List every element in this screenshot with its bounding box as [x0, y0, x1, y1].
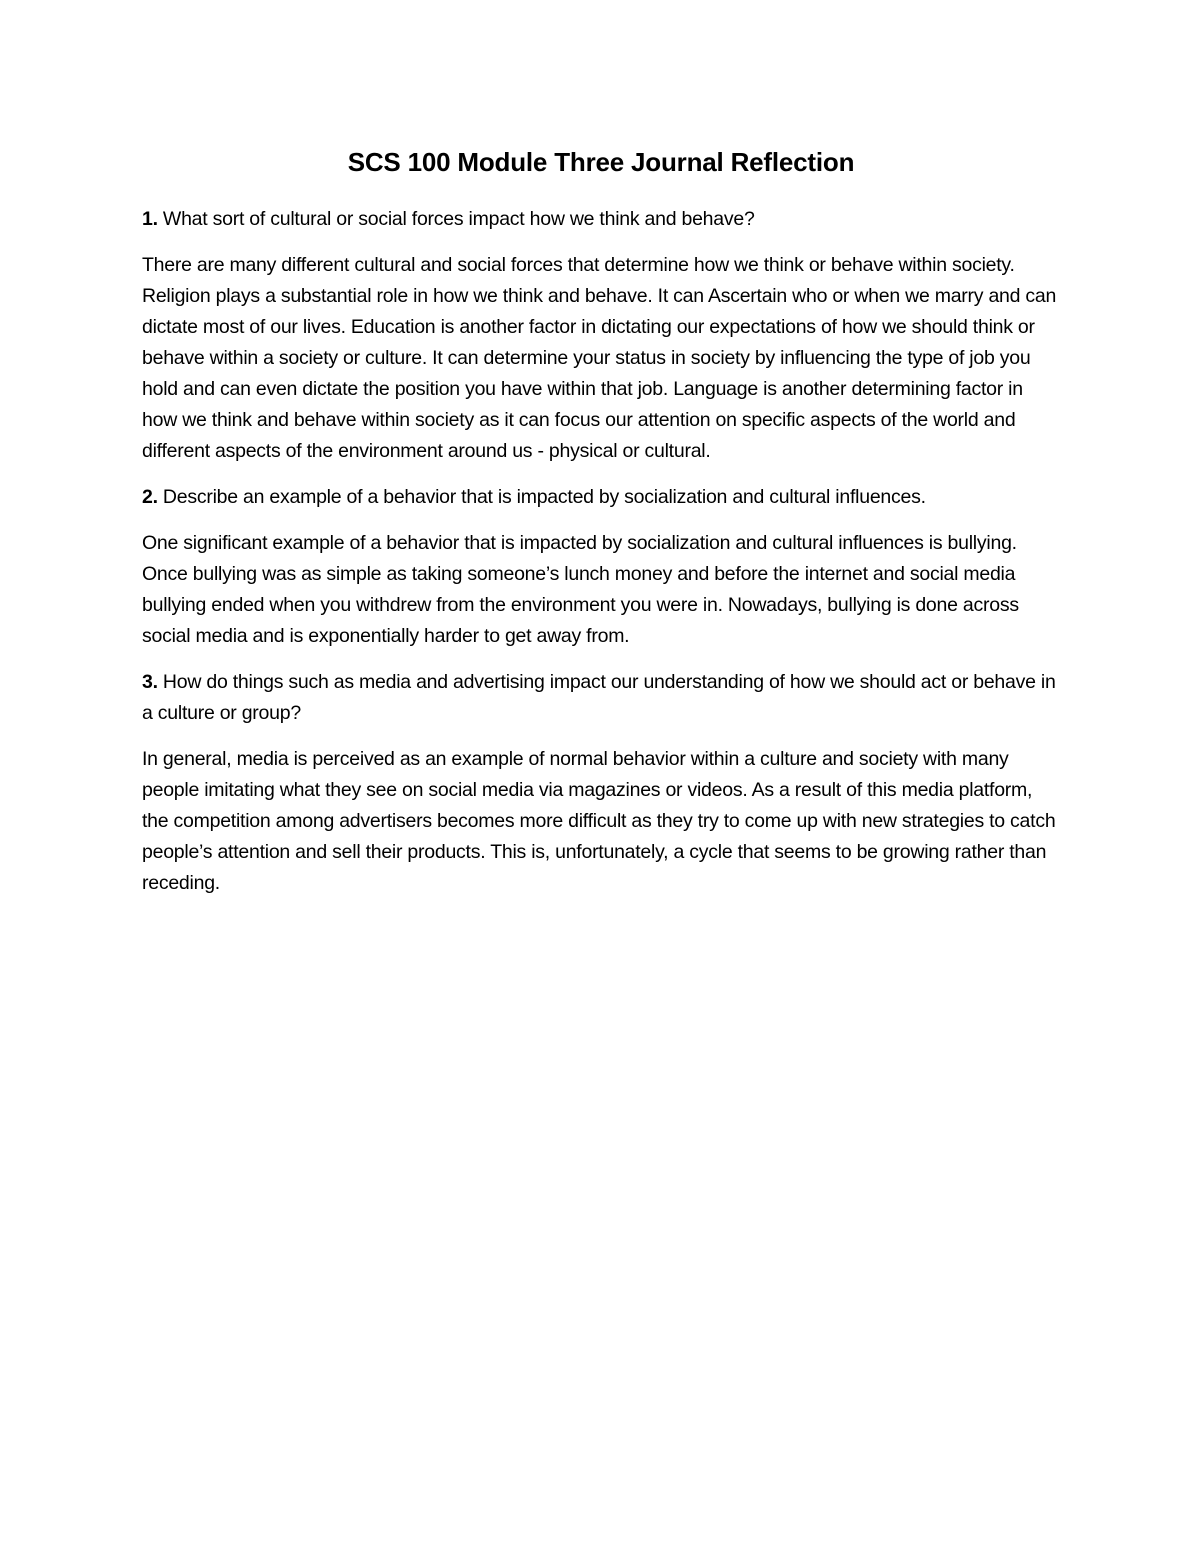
- question-number: 2.: [142, 486, 158, 508]
- question-number: 3.: [142, 671, 158, 693]
- answer-1: There are many different cultural and social forces that determine how we think or behave within society. Religion plays a substantial role in how we think and behave. It can Ascertain who or when we marry and can dictate most of our lives. Education is another factor in dictating our expectations of how we should think or behave within a society or culture. It can determine your status in society by influencing the type of job you hold and can even dictate the position you have within that job. Language is another determining factor in how we think and behave within society as it can focus our attention on specific aspects of the world and different aspects of the environment around us - physical or cultural.: [142, 254, 1057, 462]
- question-text: How do things such as media and advertising impact our understanding of how we should act or behave in a culture or group?: [142, 671, 1056, 724]
- question-text: Describe an example of a behavior that is impacted by socialization and cultural influences.: [157, 486, 926, 508]
- question-2: [142, 482, 1060, 513]
- question-text: What sort of cultural or social forces impact how we think and behave?: [157, 208, 755, 230]
- question-number: 1.: [142, 208, 158, 230]
- document-body: [142, 142, 1060, 914]
- page-title: SCS 100 Module Three Journal Reflection: [347, 147, 855, 177]
- question-1: [142, 204, 1060, 235]
- answer-3: In general, media is perceived as an example of normal behavior within a culture and society with many people imitating what they see on social media via magazines or videos. As a result of this media platform, the competition among advertisers becomes more difficult as they try to come up with new strategies to catch people’s attention and sell their products. This is, unfortunately, a cycle that seems to be growing rather than receding.: [142, 748, 1056, 894]
- answer-2: One significant example of a behavior that is impacted by socialization and cultural influences is bullying. Once bullying was as simple as taking someone’s lunch money and before the internet and social media bullying ended when you withdrew from the environment you were in. Nowadays, bullying is done across social media and is exponentially harder to get away from.: [142, 532, 1019, 647]
- question-3: [142, 667, 1060, 729]
